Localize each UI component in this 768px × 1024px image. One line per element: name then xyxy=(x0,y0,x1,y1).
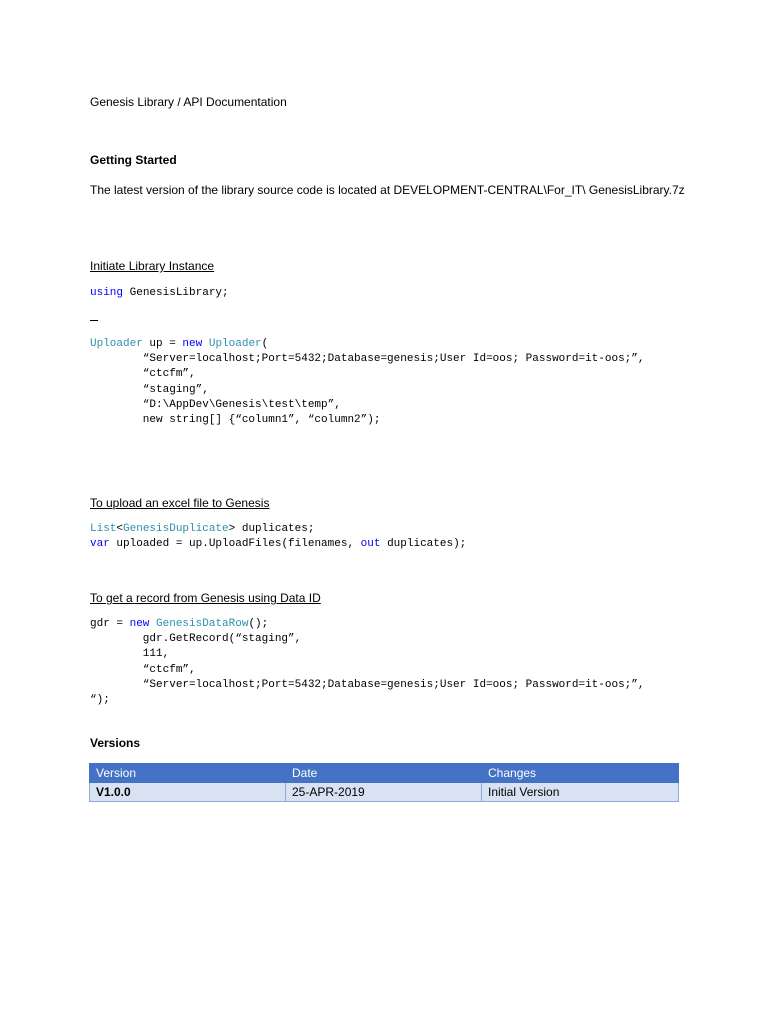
code-line: “Server=localhost;Port=5432;Database=genesis;User Id=oos; Password=it-oos;”, xyxy=(90,678,645,691)
using-statement xyxy=(90,286,229,301)
using-namespace: GenesisLibrary; xyxy=(123,287,229,299)
type-token: GenesisDataRow xyxy=(156,618,249,630)
code-token: > duplicates; xyxy=(228,523,315,535)
get-record-heading: To get a record from Genesis using Data ID xyxy=(90,591,321,605)
table-row xyxy=(90,783,679,802)
code-token: ( xyxy=(261,338,269,350)
versions-table xyxy=(89,763,679,802)
code-line: “ctcfm”, xyxy=(90,663,196,676)
code-token xyxy=(202,338,209,350)
code-line: “staging”, xyxy=(90,383,209,396)
code-token: gdr = xyxy=(90,618,130,630)
keyword-token: new xyxy=(182,338,203,350)
code-line: “ctcfm”, xyxy=(90,368,196,381)
initiate-heading: Initiate Library Instance xyxy=(90,259,215,273)
code-token: (); xyxy=(248,618,269,630)
code-line: “Server=localhost;Port=5432;Database=genesis;User Id=oos; Password=it-oos;”, xyxy=(90,353,645,366)
column-header-version: Version xyxy=(90,764,286,783)
type-token: Uploader xyxy=(208,338,262,350)
code-line: gdr.GetRecord(“staging”, xyxy=(90,633,302,646)
getting-started-paragraph: The latest version of the library source code is located at DEVELOPMENT-CENTRAL\For_IT\ GenesisLibrary.7z xyxy=(90,183,685,197)
keyword-token: new xyxy=(129,618,150,630)
keyword-token: var xyxy=(90,538,110,551)
code-line xyxy=(90,617,645,632)
keyword-token: out xyxy=(360,538,381,551)
column-header-date: Date xyxy=(286,764,482,783)
type-token: GenesisDuplicate xyxy=(123,523,229,535)
document-title: Genesis Library / API Documentation xyxy=(90,95,287,109)
code-token: duplicates); xyxy=(380,538,467,551)
version-cell: V1.0.0 xyxy=(90,783,286,802)
code-line xyxy=(90,337,645,352)
type-token: Uploader xyxy=(90,338,143,350)
code-line: “D:\AppDev\Genesis\test\temp”, xyxy=(90,398,341,411)
code-line: “); xyxy=(90,694,110,707)
getting-started-heading: Getting Started xyxy=(90,153,177,167)
upload-heading: To upload an excel file to Genesis xyxy=(90,496,270,510)
date-cell: 25-APR-2019 xyxy=(286,783,482,802)
code-token: uploaded = up.UploadFiles(filenames, xyxy=(109,538,361,551)
code-token: up = xyxy=(142,338,183,350)
code-line: 111, xyxy=(90,648,170,661)
dash-marker xyxy=(90,320,98,321)
code-line: new string[] {“column1”, “column2”); xyxy=(90,414,381,427)
uploader-code-block xyxy=(90,337,645,428)
code-line xyxy=(90,522,466,537)
column-header-changes: Changes xyxy=(482,764,679,783)
upload-code-block xyxy=(90,522,466,552)
type-token: List xyxy=(90,523,117,535)
using-keyword: using xyxy=(90,287,124,299)
get-record-code-block xyxy=(90,617,645,708)
versions-heading: Versions xyxy=(90,736,141,750)
changes-cell: Initial Version xyxy=(482,783,679,802)
code-token: < xyxy=(116,523,124,535)
code-line xyxy=(90,537,466,552)
table-header-row xyxy=(90,764,679,783)
